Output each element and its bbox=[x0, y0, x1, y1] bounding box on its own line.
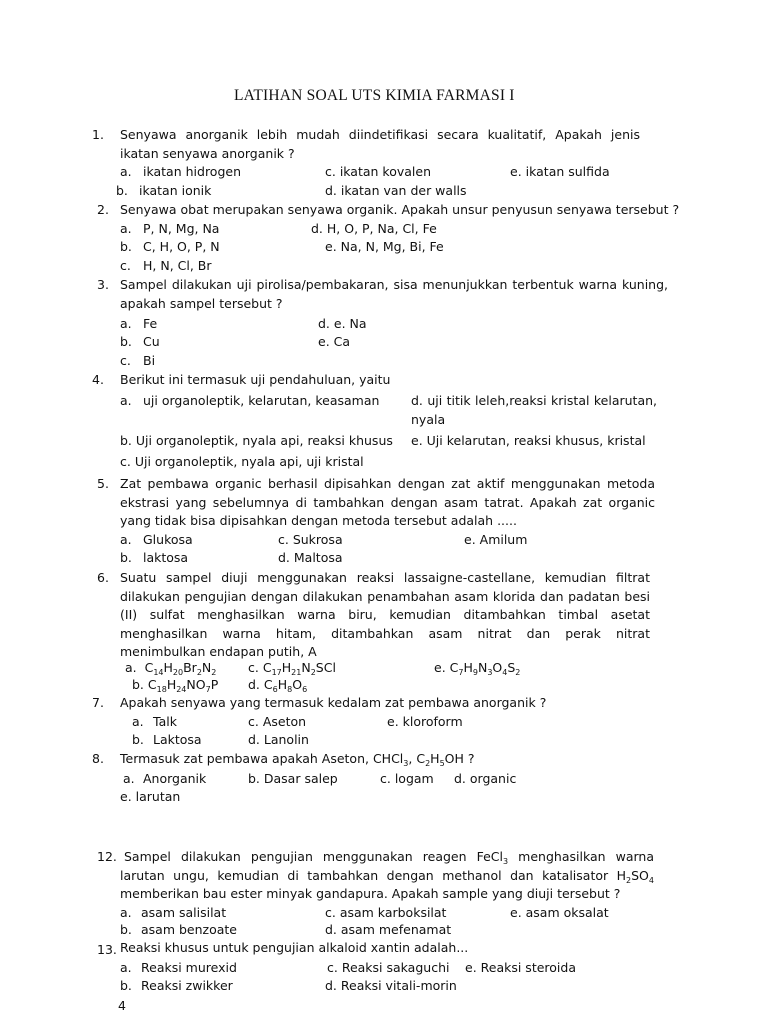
option-a: Anorganik bbox=[143, 771, 207, 786]
option-d: d. uji titik leleh,reaksi kristal kelarutan, nyala bbox=[411, 393, 657, 427]
option-d: d. Reaksi vitali-morin bbox=[325, 978, 457, 993]
question-number: 3. bbox=[97, 277, 109, 292]
option-a: Reaksi murexid bbox=[141, 960, 237, 975]
option-d: d. Lanolin bbox=[248, 732, 309, 747]
option-a: a. $C_{14}H_{20}Br_2N_2$ bbox=[125, 660, 217, 677]
option-b: laktosa bbox=[143, 550, 189, 565]
option-c: c. asam karboksilat bbox=[325, 905, 447, 920]
option-label: a. bbox=[123, 771, 135, 786]
option-label: b. bbox=[132, 732, 144, 747]
option-c: H, N, Cl, Br bbox=[143, 258, 212, 273]
option-label: a. bbox=[120, 164, 132, 179]
option-c: c. Sukrosa bbox=[278, 532, 343, 547]
question-number: 8. bbox=[92, 751, 104, 766]
option-label: a. bbox=[120, 393, 132, 408]
option-label: b. bbox=[120, 978, 132, 993]
option-label: a. bbox=[120, 316, 132, 331]
question-text: Termasuk zat pembawa apakah Aseton, CHCl$_3$, $C_2H_5OH$ ? bbox=[120, 751, 475, 768]
option-e: e. Na, N, Mg, Bi, Fe bbox=[325, 239, 444, 254]
option-a: Fe bbox=[143, 316, 158, 331]
option-e: e. Ca bbox=[318, 334, 351, 349]
option-label: b. bbox=[120, 550, 132, 565]
option-e: e. larutan bbox=[120, 789, 181, 804]
option-label: a. bbox=[120, 532, 132, 547]
question-text: Sampel dilakukan uji pirolisa/pembakaran, sisa menunjukkan terbentuk warna kuning, apakah sampel tersebut ? bbox=[120, 277, 668, 311]
page-number: 4 bbox=[118, 998, 126, 1013]
option-c: c. ikatan kovalen bbox=[325, 164, 432, 179]
option-c: c. logam bbox=[380, 771, 434, 786]
option-b: C, H, O, P, N bbox=[143, 239, 220, 254]
question-text: Zat pembawa organic berhasil dipisahkan dengan zat aktif menggunakan metoda ekstrasi yang sebelumnya di tambahkan dengan asam tatrat. Apakah zat organic yang tidak bisa dipisahkan dengan metoda tersebut adalah ..... bbox=[120, 476, 655, 528]
option-c: c. Reaksi sakaguchi bbox=[327, 960, 450, 975]
option-d: d. Maltosa bbox=[278, 550, 343, 565]
option-d: d. e. Na bbox=[318, 316, 367, 331]
option-d: d. asam mefenamat bbox=[325, 922, 452, 937]
option-label: b. bbox=[120, 239, 132, 254]
option-a: asam salisilat bbox=[141, 905, 227, 920]
question-text: Senyawa anorganik lebih mudah diindetifikasi secara kualitatif, Apakah jenis ikatan senyawa anorganik ? bbox=[120, 127, 640, 161]
option-label: a. bbox=[132, 714, 144, 729]
option-label: a. bbox=[120, 960, 132, 975]
question-number: 7. bbox=[92, 695, 104, 710]
option-label: b. bbox=[120, 334, 132, 349]
question-number: 1. bbox=[92, 127, 104, 142]
option-e: e. kloroform bbox=[387, 714, 463, 729]
option-d: d. $C_6H_8O_6$ bbox=[248, 677, 308, 694]
option-e: e. $C_7H_9N_3O_4S_2$ bbox=[434, 660, 521, 677]
option-e: e. asam oksalat bbox=[510, 905, 609, 920]
option-a: ikatan hidrogen bbox=[143, 164, 241, 179]
option-a: uji organoleptik, kelarutan, keasaman bbox=[143, 393, 380, 408]
option-label: c. bbox=[120, 258, 131, 273]
option-c: c. $C_{17}H_{21}N_2SCl$ bbox=[248, 660, 336, 677]
option-a: Talk bbox=[153, 714, 177, 729]
option-b: b. $C_{18}H_{24}NO_7P$ bbox=[132, 677, 219, 694]
question-number: 12. bbox=[97, 849, 117, 864]
question-number: 13. bbox=[97, 942, 117, 957]
question-text: Reaksi khusus untuk pengujian alkaloid xantin adalah... bbox=[120, 940, 469, 955]
question-number: 6. bbox=[97, 570, 109, 585]
option-e: e. Amilum bbox=[464, 532, 528, 547]
page-title: LATIHAN SOAL UTS KIMIA FARMASI I bbox=[234, 87, 515, 104]
option-b: Reaksi zwikker bbox=[141, 978, 233, 993]
option-label: b. bbox=[116, 183, 128, 198]
option-c: Bi bbox=[143, 353, 156, 368]
option-e: e. Uji kelarutan, reaksi khusus, kristal bbox=[411, 433, 646, 448]
option-c: c. Aseton bbox=[248, 714, 307, 729]
option-a: P, N, Mg, Na bbox=[143, 221, 220, 236]
question-text: Suatu sampel diuji menggunakan reaksi lassaigne-castellane, kemudian filtrat dilakukan pengujian dengan dilakukan penambahan asam klorida dan padatan besi (II) sulfat menghasilkan warna biru, kemudian ditambahkan timbal asetat menghasilkan warna hitam, ditambahkan asam nitrat dan perak nitrat menimbulkan endapan putih, A bbox=[120, 570, 650, 659]
option-a: Glukosa bbox=[143, 532, 193, 547]
option-label: a. bbox=[120, 905, 132, 920]
option-label: b. bbox=[120, 922, 132, 937]
question-text: Sampel dilakukan pengujian menggunakan reagen FeCl$_3$ menghasilkan warna larutan ungu, kemudian di tambahkan dengan methanol dan katalisator $H_2SO_4$ memberikan bau ester minyak gandapura. Apakah sample yang diuji tersebut ? bbox=[120, 849, 655, 901]
option-d: d. organic bbox=[454, 771, 517, 786]
option-b: Laktosa bbox=[153, 732, 202, 747]
question-number: 5. bbox=[97, 476, 109, 491]
option-b: asam benzoate bbox=[141, 922, 237, 937]
option-e: e. Reaksi steroida bbox=[465, 960, 576, 975]
option-b: ikatan ionik bbox=[139, 183, 212, 198]
option-d: d. H, O, P, Na, Cl, Fe bbox=[311, 221, 437, 236]
question-text: Senyawa obat merupakan senyawa organik. Apakah unsur penyusun senyawa tersebut ? bbox=[120, 202, 680, 217]
option-label: a. bbox=[120, 221, 132, 236]
option-b: b. Dasar salep bbox=[248, 771, 338, 786]
question-number: 2. bbox=[97, 202, 109, 217]
question-text: Apakah senyawa yang termasuk kedalam zat pembawa anorganik ? bbox=[120, 695, 547, 710]
option-d: d. ikatan van der walls bbox=[325, 183, 467, 198]
question-number: 4. bbox=[92, 372, 104, 387]
question-text: Berikut ini termasuk uji pendahuluan, yaitu bbox=[120, 372, 391, 387]
option-b: b. Uji organoleptik, nyala api, reaksi khusus bbox=[120, 433, 393, 448]
option-e: e. ikatan sulfida bbox=[510, 164, 610, 179]
option-label: c. bbox=[120, 353, 131, 368]
option-b: Cu bbox=[143, 334, 160, 349]
option-c: c. Uji organoleptik, nyala api, uji kristal bbox=[120, 454, 364, 469]
